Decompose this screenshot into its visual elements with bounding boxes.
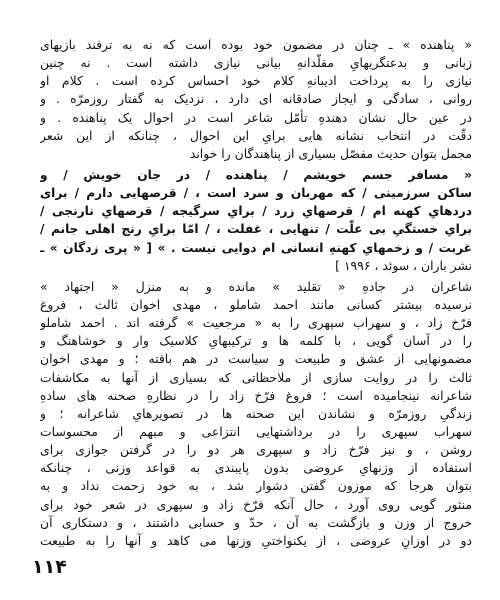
poem-quote (40, 166, 472, 275)
text-line: ثالث را در روایت سازی از ملاحظاتی که بسیاری از آنها به مکاشفات (40, 369, 472, 385)
text-line: شاعران در جادهِ « تقلید » مانده و به منزل « اجتهاد » (40, 278, 472, 294)
text-line: زبانی و بدعتگریهایِ مقلّدانهِ بیانی نیازی داشته است . نه چنین (40, 55, 472, 71)
text-line: بتوان هرجا که موزون گفتن دشوار شد ، به خود زحمت نداد و به (40, 478, 472, 494)
text-line: مجمل بتوان حدیث مفصّل بسیاری از پناهندگان را خواند (189, 145, 472, 161)
poem-line: غربت / و زخمهایِ کهنهِ انسانی ام دوایی نیست . » [ « پری زدگان » ـ (40, 240, 472, 255)
poem-line: برایِ خستگیِ بی علّت / تنهایی ، غفلت ، / امّا برایِ رنج اهلی جانم / (40, 222, 472, 237)
poem-line: « مسافر جسم خویشم / پناهنده / در جان خویش / و (40, 167, 472, 182)
poem-line: ساکن سرزمینی / که مهربان و سرد است ، / قرصهایی دارم / برای (40, 186, 472, 201)
text-line: مضمونهایی از عشق و طبیعت و سیاست در هم بافته ؛ و مهدی اخوان (40, 351, 472, 367)
text-line: روانی ، سادگی و ایجاز صادقانه ای دارد ، نزدیک به گفتار روزمرّه . و (40, 91, 472, 107)
text-line: زندگیِ روزمرّه و نشاندن این صحنه ها در تصویرهایِ شاعرانه ؛ و (40, 405, 472, 421)
text-line: « پناهنده » ـ چنان در مضمون خود بوده است که نه به ترفند بازیهای (40, 37, 472, 52)
text-line: روشن ، و نیز فرّخ زاد و سپهری هر دو را در گرفتن جوازی برای (40, 442, 472, 458)
text-line: خروج از وزن و بازگشت به آن ، حدّ و حسابی داشتند ، و دستکاری آن (40, 514, 472, 530)
text-line: را در آسان گویی ، با کلمه ها و ترکیبهایِ کلاسیک وار و خوشاهنگ و (40, 333, 472, 349)
text-line: استفاده از وزنهایِ عروضی بدون پایبندی به قواعد وزنی ، چنانکه (40, 460, 472, 476)
text-line: فرّخ زاد ، و سهراب سپهری را به « مرجعیت » گرفته اند . احمد شاملو (40, 315, 472, 331)
text-line: سهراب سپهری را در برداشتهایی انتزاعی و مبهم از محسوسات (40, 423, 472, 439)
page-number: ۱۱۴ (32, 556, 67, 578)
poem-line: دردهایِ کهنه ام / قرصهایِ زرد / برایِ سرگیجه / قرصهایِ نارنجی / (40, 204, 472, 219)
main-paragraph (40, 278, 472, 550)
text-line: در عین حال نشان دهندهِ تأمّل شاعر است در احوال یک پناهنده . و (40, 109, 472, 125)
text-line: نیازی را به پرداخت ادیبانهِ کلام خود احساس کرده است . کلام او (40, 73, 472, 89)
poem-source: نشر باران ، سوئد ، ۱۹۹۶ ] (335, 257, 472, 273)
intro-paragraph (40, 36, 472, 163)
text-line: شاعرانه نینجامیده است ؛ فروغ فرّخ زاد را در نظارهِ صحنه های سادهِ (40, 387, 472, 403)
text-line: دو در اوزانِ عروضی ، از یکنواختیِ وزنها می کاهد و آنها را به طبیعت (40, 532, 472, 548)
text-line: دقّت در انتخاب نشانه هایی برایِ این احوال ، چنانکه از این شعر (40, 127, 472, 143)
text-line: نرسیده بیشتر کسانی مانند احمد شاملو ، مهدی اخوان ثالث ، فروغ (40, 296, 472, 312)
text-line: منثور گویی روی آورد ، حال آنکه فرّخ زاد و سپهری در شعر خود برای (40, 496, 472, 512)
body-text (40, 36, 472, 550)
